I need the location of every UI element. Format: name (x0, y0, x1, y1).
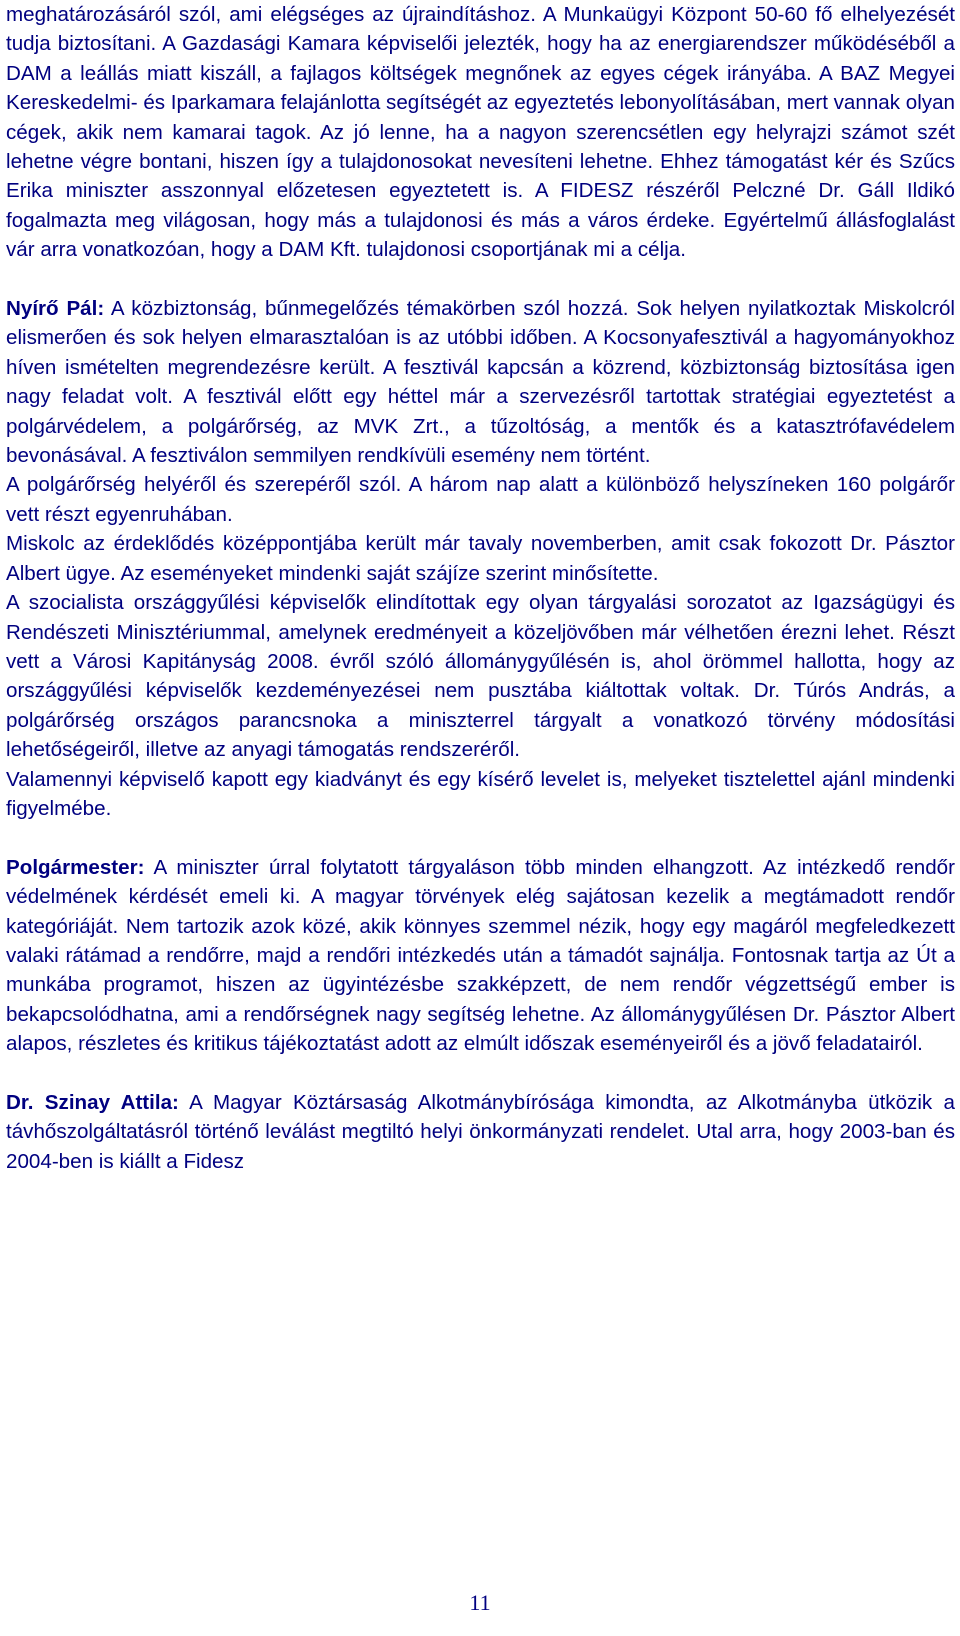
paragraph-text: meghatározásáról szól, ami elégséges az újraindításhoz. A Munkaügyi Központ 50-60 fő elhelyezését tudja biztosítani. A Gazdasági Kamara képviselői jelezték, hogy ha az energiarendszer működéséből a DAM a leállás miatt kiszáll, a fajlagos költségek megnőnek az egyes cégek irányába. A BAZ Megyei Kereskedelmi- és Iparkamara felajánlotta segítségét az egyeztetés lebonyolításában, mert vannak olyan cégek, akik nem kamarai tagok. Az jó lenne, ha a nagyon szerencsétlen egy helyrajzi számot szét lehetne végre bontani, hiszen így a tulajdonosokat nevesíteni lehetne. Ehhez támogatást kér és Szűcs Erika miniszter asszonnyal előzetesen egyeztetett is. A FIDESZ részéről Pelczné Dr. Gáll Ildikó fogalmazta meg világosan, hogy más a tulajdonosi és más a város érdeke. Egyértelmű állásfoglalást vár arra vonatkozóan, hogy a DAM Kft. tulajdonosi csoportjának mi a célja. (6, 3, 955, 262)
speaker-name: Dr. Szinay Attila: (6, 1090, 179, 1114)
paragraph-gap (6, 1059, 955, 1088)
paragraph-polgarorseg (6, 470, 955, 529)
paragraph-text: Miskolc az érdeklődés középpontjába került már tavaly novemberben, amit csak fokozott Dr. Pásztor Albert ügye. Az eseményeket mindenki saját szájíze szerint minősítette. (6, 532, 955, 585)
paragraph-gap (6, 265, 955, 294)
paragraph-gap (6, 823, 955, 852)
paragraph-text: A közbiztonság, bűnmegelőzés témakörben szól hozzá. Sok helyen nyilatkoztak Miskolcról elismerően és sok helyen elmarasztalóan is az utóbbi időben. A Kocsonyafesztivál a hagyományokhoz híven ismételten megrendezésre került. A fesztivál kapcsán a közrend, közbiztonság biztosítása igen nagy feladat volt. A fesztivál előtt egy héttel már a szervezésről tartottak stratégiai egyeztetést a polgárvédelem, a polgárőrség, az MVK Zrt., a tűzoltóság, a mentők és a katasztrófavédelem bevonásával. A fesztiválon semmilyen rendkívüli esemény nem történt. (6, 297, 955, 468)
paragraph-miskolc (6, 529, 955, 588)
paragraph-nyiro-pal (6, 294, 955, 470)
paragraph-text: A szocialista országgyűlési képviselők elindítottak egy olyan tárgyalási sorozatot az Igazságügyi és Rendészeti Minisztériummal, amelynek eredményeit a közeljövőben már vélhetően érezni lehet. Részt vett a Városi Kapitányság 2008. évről szóló állománygyűlésén is, ahol örömmel hallotta, hogy az országgyűlési képviselők kezdeményezései nem pusztába kiáltottak voltak. Dr. Túrós András, a polgárőrség országos parancsnoka a miniszterrel tárgyalt a vonatkozó törvény módosítási lehetőségeiről, illetve az anyagi támogatás rendszeréről. (6, 591, 955, 762)
page-number: 11 (469, 1590, 491, 1615)
paragraph-dam-continuation (6, 0, 955, 265)
speaker-name: Polgármester: (6, 855, 145, 879)
paragraph-szinay-attila (6, 1088, 955, 1176)
paragraph-text: A polgárőrség helyéről és szerepéről szól. A három nap alatt a különböző helyszíneken 160 polgárőr vett részt egyenruhában. (6, 473, 955, 526)
paragraph-text: Valamennyi képviselő kapott egy kiadványt és egy kísérő levelet is, melyeket tisztelettel ajánl mindenki figyelmébe. (6, 767, 955, 820)
paragraph-kiadvany (6, 765, 955, 824)
document-page (6, 0, 955, 1176)
speaker-name: Nyírő Pál: (6, 297, 105, 321)
paragraph-szocialista (6, 588, 955, 764)
paragraph-polgarmester (6, 853, 955, 1059)
paragraph-text: A Magyar Köztársaság Alkotmánybírósága kimondta, az Alkotmányba ütközik a távhőszolgáltatásról történő leválást megtiltó helyi önkormányzati rendelet. Utal arra, hogy 2003-ban és 2004-ben is kiállt a Fidesz (6, 1090, 955, 1173)
paragraph-text: A miniszter úrral folytatott tárgyaláson több minden elhangzott. Az intézkedő rendőr védelmének kérdését emeli ki. A magyar törvények elég sajátosan kezelik a megtámadott rendőr kategóriáját. Nem tartozik azok közé, akik könnyes szemmel nézik, hogy egy magáról megfeledkezett valaki rátámad a rendőrre, majd a rendőri intézkedés után a támadót sajnálja. Fontosnak tartja az Út a munkába programot, hiszen az ügyintézésbe szakképzett, de nem rendőr végzettségű ember is bekapcsolódhatna, ami a rendőrségnek nagy segítség lehetne. Az állománygyűlésen Dr. Pásztor Albert alapos, részletes és kritikus tájékoztatást adott az elmúlt időszak eseményeiről és a jövő feladatairól. (6, 855, 955, 1056)
